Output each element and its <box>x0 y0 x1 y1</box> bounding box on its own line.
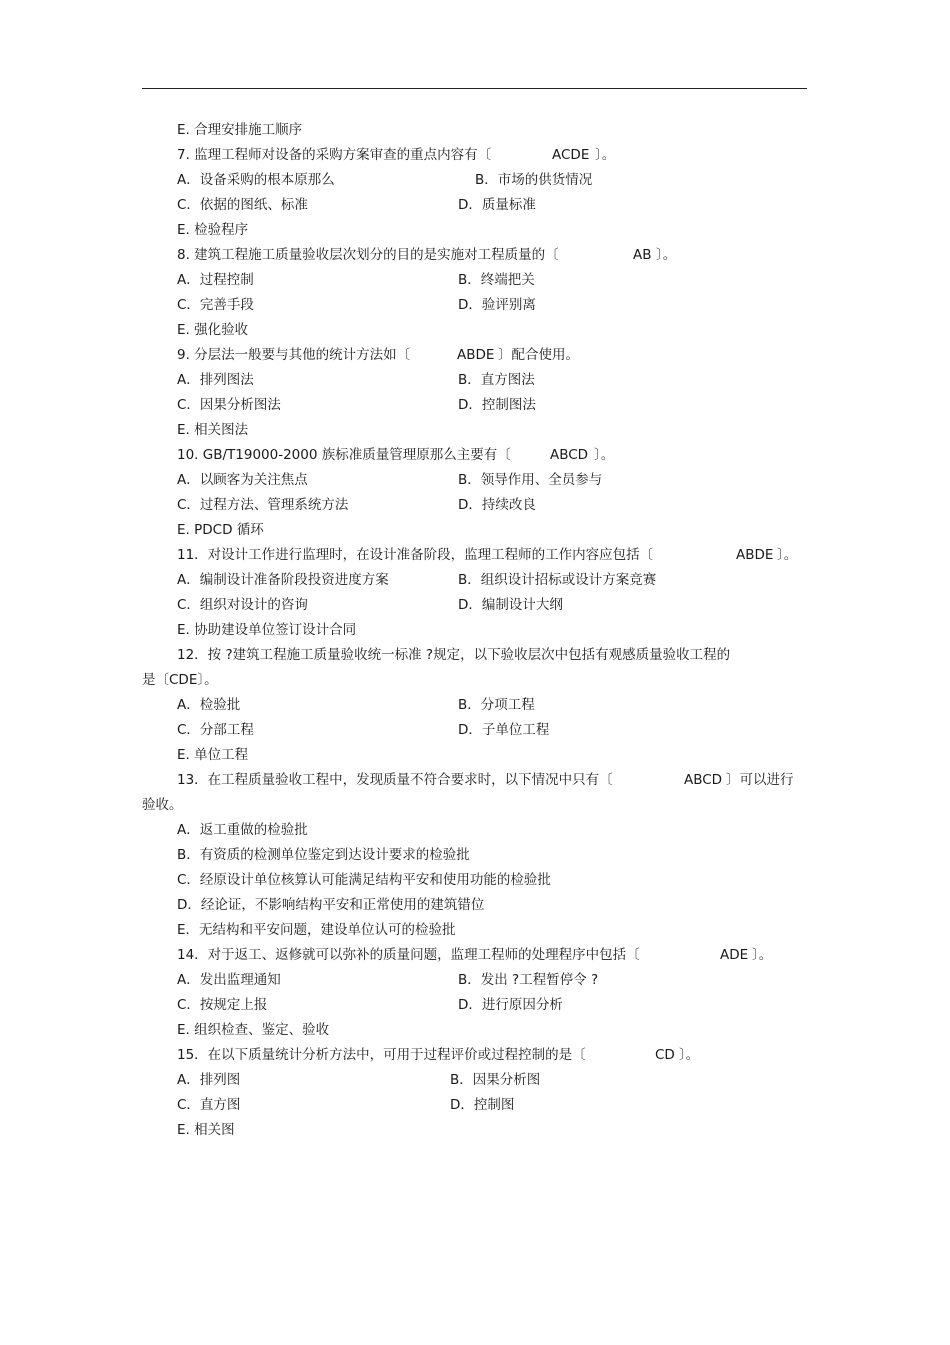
option-line <box>0 493 950 518</box>
question-tail: 〕配合使用。 <box>498 347 579 363</box>
answer-key: ABDE <box>457 347 495 363</box>
option-line <box>0 193 950 218</box>
question-tail: 〕。 <box>595 147 616 163</box>
option-b: D．验评别离 <box>458 297 536 313</box>
option-a: C．完善手段 <box>177 297 254 313</box>
option-a: E. 单位工程 <box>177 747 249 763</box>
answer-key: ABCD <box>550 447 589 463</box>
option-a: C．因果分析图法 <box>177 397 281 413</box>
option-a: A．排列图法 <box>177 372 254 388</box>
option-a: A．过程控制 <box>177 272 254 288</box>
option-line <box>0 618 950 643</box>
question-line <box>0 768 950 793</box>
option-a: E. 协助建设单位签订设计合同 <box>177 622 357 638</box>
option-line <box>0 393 950 418</box>
document-body <box>0 118 950 1143</box>
option-a: A．以顾客为关注焦点 <box>177 472 308 488</box>
option-line <box>0 843 950 868</box>
option-line <box>0 593 950 618</box>
answer-key: ADE <box>720 947 749 963</box>
option-line <box>0 293 950 318</box>
option-line <box>0 268 950 293</box>
answer-key: ACDE <box>552 147 590 163</box>
option-a: E. 组织检查、鉴定、验收 <box>177 1022 330 1038</box>
question-text: 13．在工程质量验收工程中，发现质量不符合要求时，以下情况中只有〔 <box>177 772 613 788</box>
continuation-line <box>0 668 950 693</box>
question-tail: 〕。 <box>679 1047 700 1063</box>
option-a: C．分部工程 <box>177 722 254 738</box>
option-b: B．市场的供货情况 <box>475 172 593 188</box>
option-line <box>0 693 950 718</box>
option-a: E. 检验程序 <box>177 222 249 238</box>
option-b: B．因果分析图 <box>450 1072 541 1088</box>
answer-key: ABCD <box>684 772 723 788</box>
question-tail: 〕可以进行 <box>726 772 794 788</box>
option-a: C．按规定上报 <box>177 997 268 1013</box>
option-a: A．编制设计准备阶段投资进度方案 <box>177 572 389 588</box>
question-line <box>0 1043 950 1068</box>
option-line <box>0 718 950 743</box>
option-a: A．检验批 <box>177 697 241 713</box>
option-a: C．组织对设计的咨询 <box>177 597 308 613</box>
question-line <box>0 943 950 968</box>
option-b: D．编制设计大纲 <box>458 597 563 613</box>
question-text: 10. GB/T19000-2000 族标准质量管理原那么主要有〔 <box>177 447 511 463</box>
question-line <box>0 243 950 268</box>
question-tail: 〕。 <box>777 547 798 563</box>
option-line <box>0 168 950 193</box>
question-tail: 〕。 <box>656 247 677 263</box>
option-a: C．过程方法、管理系统方法 <box>177 497 349 513</box>
option-line <box>0 993 950 1018</box>
option-b: B．终端把关 <box>458 272 535 288</box>
question-text: 7. 监理工程师对设备的采购方案审查的重点内容有〔 <box>177 147 492 163</box>
header-rule <box>142 88 807 89</box>
option-a: E. 相关图 <box>177 1122 235 1138</box>
answer-key: AB <box>633 247 652 263</box>
option-line <box>0 868 950 893</box>
option-line <box>0 318 950 343</box>
option-a: A．设备采购的根本原那么 <box>177 172 335 188</box>
option-line <box>0 568 950 593</box>
question-line <box>0 443 950 468</box>
option-a: E．无结构和平安问题，建设单位认可的检验批 <box>177 922 456 938</box>
answer-key: CD <box>655 1047 675 1063</box>
continuation-text: 是〔CDE〕。 <box>142 672 218 688</box>
option-b: B．分项工程 <box>458 697 535 713</box>
option-b: B．发出 ?工程暂停令 ? <box>458 972 599 988</box>
option-line <box>0 968 950 993</box>
option-line <box>0 743 950 768</box>
option-a: C．经原设计单位核算认可能满足结构平安和使用功能的检验批 <box>177 872 551 888</box>
option-line <box>0 468 950 493</box>
option-line <box>0 118 950 143</box>
option-line <box>0 368 950 393</box>
option-a: A．返工重做的检验批 <box>177 822 308 838</box>
answer-key: ABDE <box>736 547 774 563</box>
question-tail: 〕。 <box>752 947 773 963</box>
option-a: 12．按 ?建筑工程施工质量验收统一标准 ?规定，以下验收层次中包括有观感质量验收工程的 <box>177 647 731 663</box>
option-line <box>0 1018 950 1043</box>
question-text: 9. 分层法一般要与其他的统计方法如〔 <box>177 347 411 363</box>
option-a: C．依据的图纸、标准 <box>177 197 308 213</box>
question-line <box>0 343 950 368</box>
option-a: A．排列图 <box>177 1072 241 1088</box>
option-a: B．有资质的检测单位鉴定到达设计要求的检验批 <box>177 847 470 863</box>
option-b: B．直方图法 <box>458 372 535 388</box>
option-line <box>0 1118 950 1143</box>
question-line <box>0 143 950 168</box>
option-line <box>0 893 950 918</box>
option-a: E. 强化验收 <box>177 322 249 338</box>
option-line <box>0 418 950 443</box>
option-b: D．子单位工程 <box>458 722 550 738</box>
option-line <box>0 218 950 243</box>
continuation-text: 验收。 <box>142 797 183 813</box>
option-line <box>0 818 950 843</box>
question-text: 8. 建筑工程施工质量验收层次划分的目的是实施对工程质量的〔 <box>177 247 559 263</box>
option-line <box>0 1093 950 1118</box>
option-b: B．领导作用、全员参与 <box>458 472 603 488</box>
option-a: D．经论证，不影响结构平安和正常使用的建筑错位 <box>177 897 485 913</box>
option-b: D．控制图 <box>450 1097 515 1113</box>
option-line <box>0 643 950 668</box>
option-a: A．发出监理通知 <box>177 972 281 988</box>
continuation-line <box>0 793 950 818</box>
question-tail: 〕。 <box>594 447 615 463</box>
question-text: 15．在以下质量统计分析方法中，可用于过程评价或过程控制的是〔 <box>177 1047 586 1063</box>
option-b: D．质量标准 <box>458 197 536 213</box>
option-a: E. PDCD 循环 <box>177 522 264 538</box>
option-b: D．控制图法 <box>458 397 536 413</box>
option-line <box>0 1068 950 1093</box>
option-b: D．持续改良 <box>458 497 536 513</box>
question-line <box>0 543 950 568</box>
option-a: E. 相关图法 <box>177 422 249 438</box>
option-line <box>0 518 950 543</box>
option-b: B．组织设计招标或设计方案竞赛 <box>458 572 657 588</box>
option-a: E. 合理安排施工顺序 <box>177 122 303 138</box>
option-line <box>0 918 950 943</box>
question-text: 11．对设计工作进行监理时，在设计准备阶段，监理工程师的工作内容应包括〔 <box>177 547 654 563</box>
option-b: D．进行原因分析 <box>458 997 563 1013</box>
question-text: 14．对于返工、返修就可以弥补的质量问题，监理工程师的处理程序中包括〔 <box>177 947 640 963</box>
option-a: C．直方图 <box>177 1097 241 1113</box>
